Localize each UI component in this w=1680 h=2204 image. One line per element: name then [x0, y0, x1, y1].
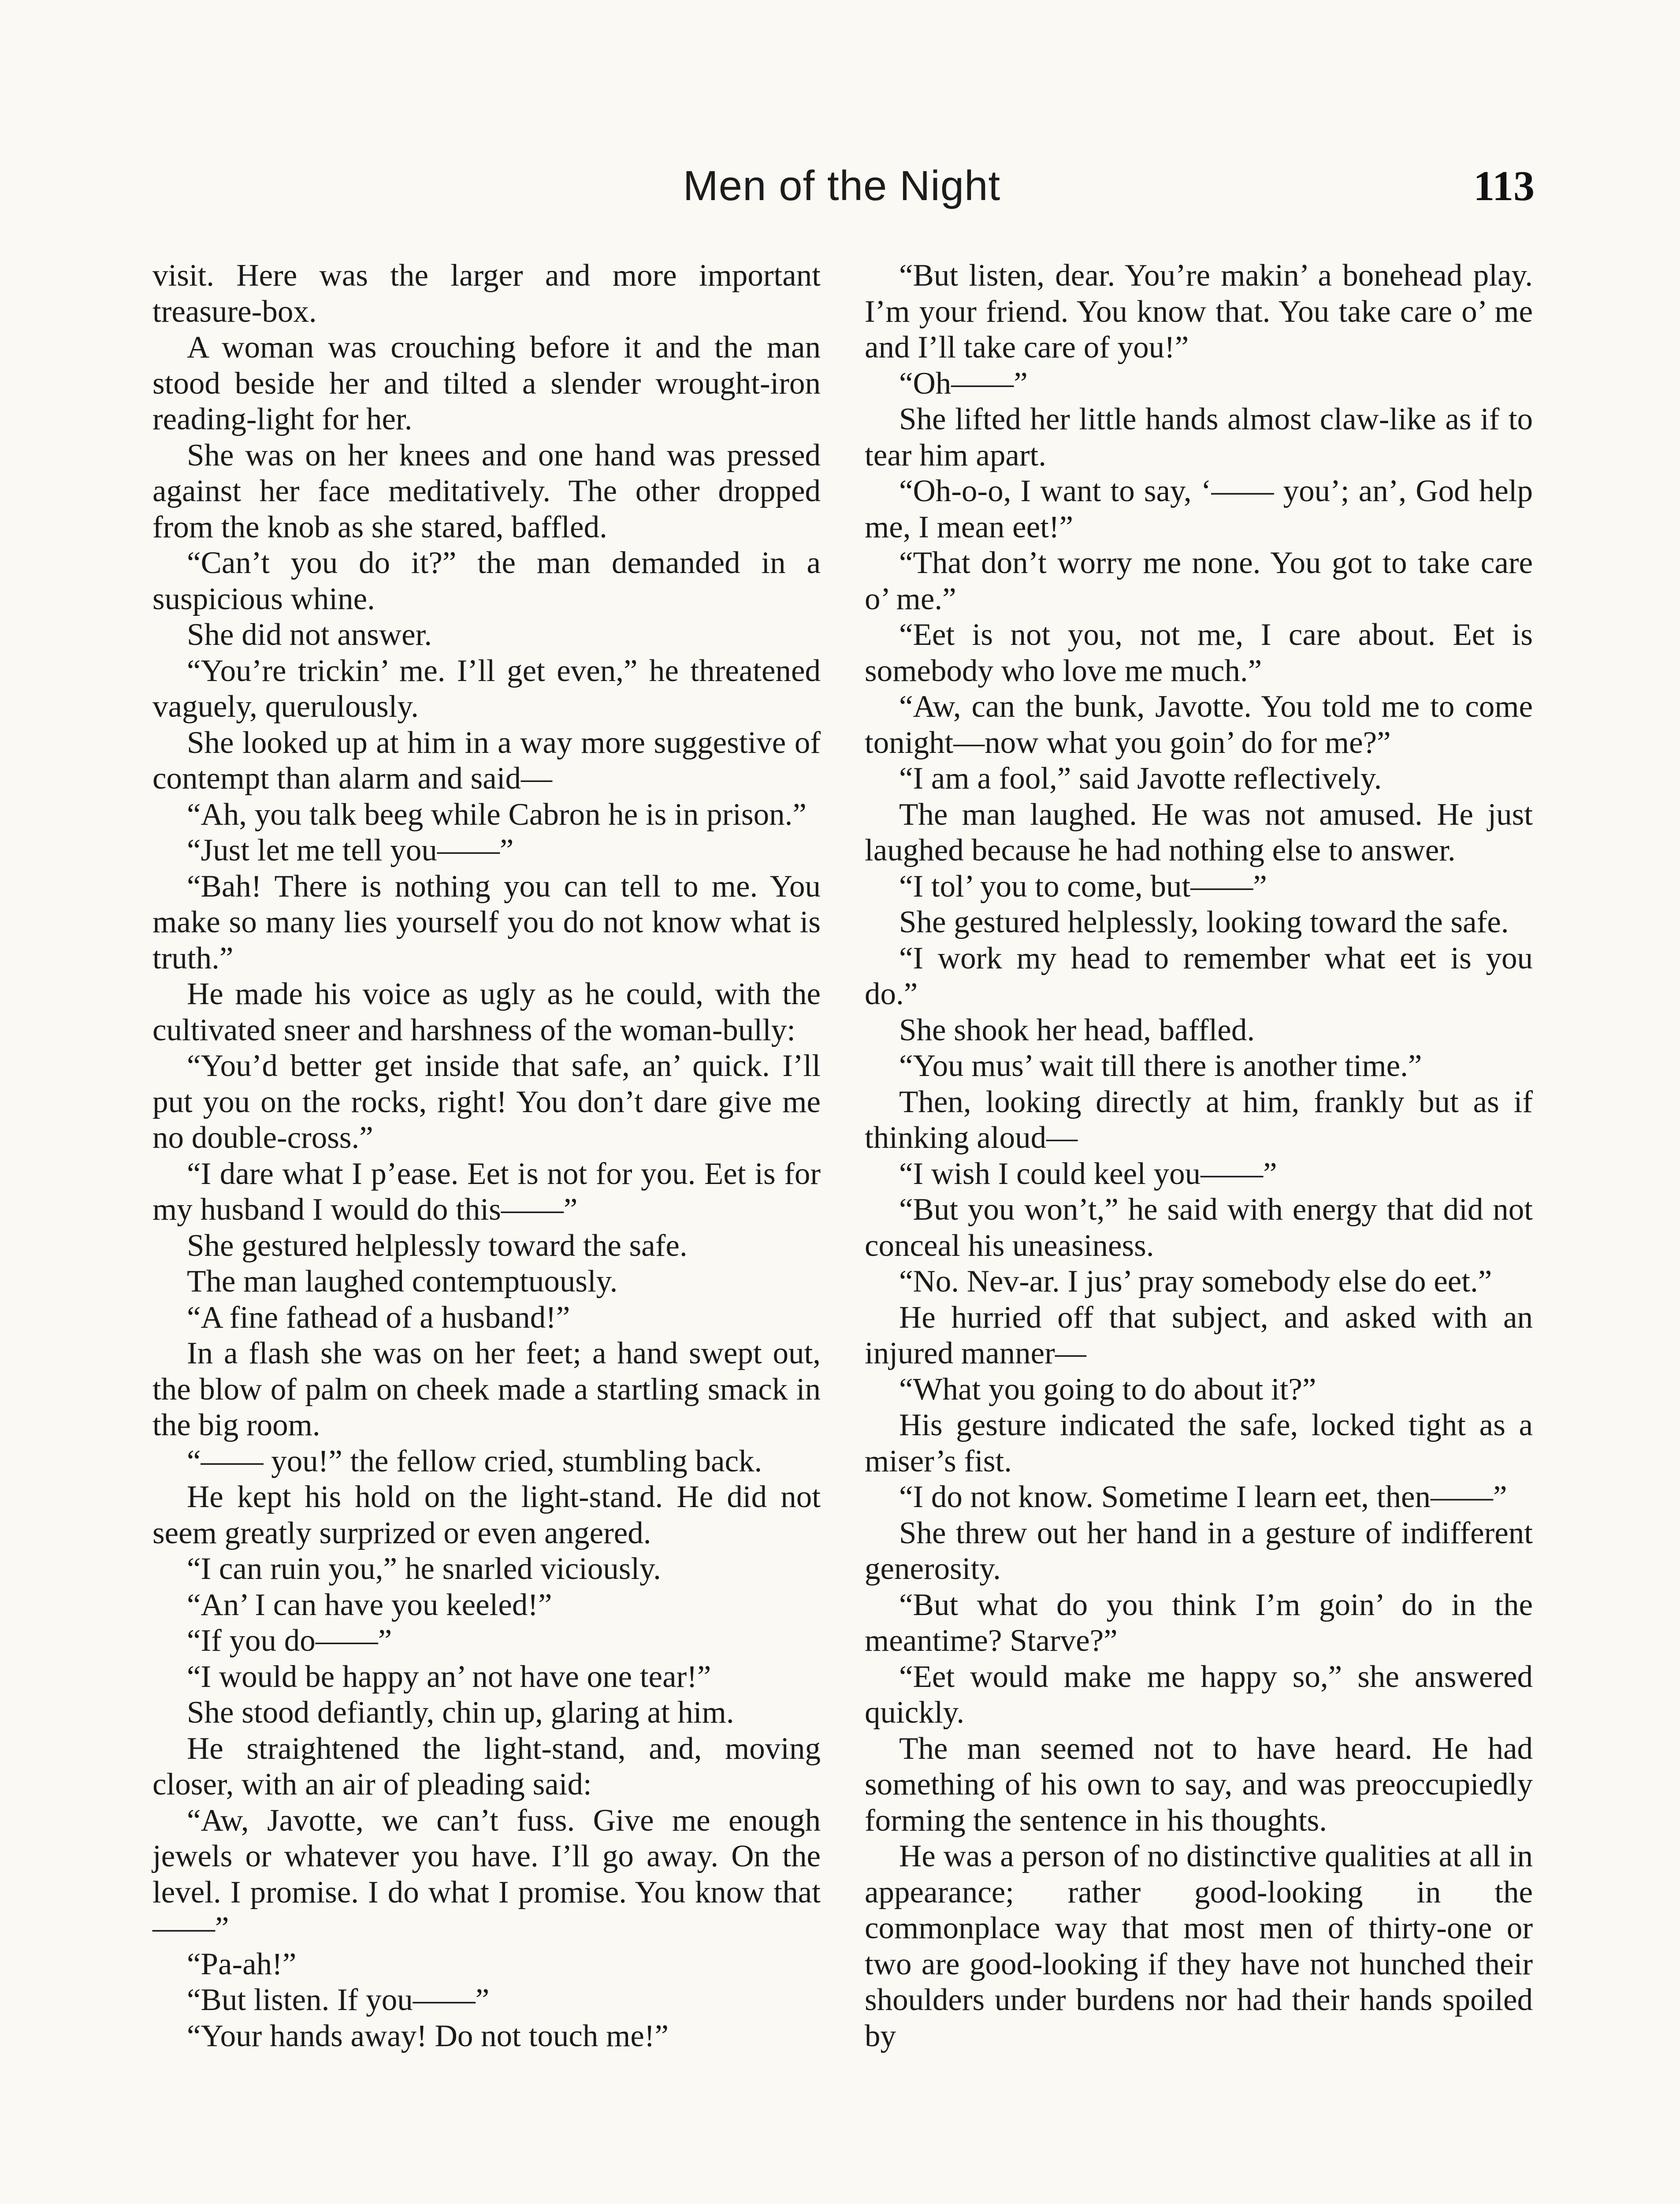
paragraph: “An’ I can have you keeled!” — [187, 1587, 552, 1622]
paragraph: She gestured helplessly toward the safe. — [187, 1228, 688, 1263]
paragraph: “Can’t you do it?” the man demanded in a suspicious whine. — [152, 546, 821, 616]
paragraph: “Oh-o-o, I want to say, ‘—— you’; an’, God help me, I mean eet!” — [865, 474, 1533, 544]
paragraph: His gesture indicated the safe, locked tight as a miser’s fist. — [865, 1408, 1533, 1478]
paragraph: “But you won’t,” he said with energy that did not conceal his uneasiness. — [865, 1192, 1533, 1263]
paragraph: “Pa-ah!” — [187, 1947, 297, 1981]
paragraph: He was a person of no distinctive qualities at all in appearance; rather good-looking in the commonplace way that most men of thirty-one or two are good-looking if they have not hunched their shoulders under burdens nor had their hands spoiled by — [865, 1839, 1533, 2053]
paragraph: She lifted her little hands almost claw-like as if to tear him apart. — [865, 402, 1533, 473]
paragraph: She threw out her hand in a gesture of indifferent generosity. — [865, 1515, 1533, 1586]
paragraph: “But listen, dear. You’re makin’ a bonehead play. I’m your friend. You know that. You take care o’ me and I’ll take care of you!” — [865, 258, 1533, 365]
page-number: 113 — [1473, 162, 1535, 209]
running-title: Men of the Night — [683, 162, 1001, 209]
paragraph: The man laughed contemptuously. — [187, 1264, 618, 1299]
paragraph: “But listen. If you——” — [187, 1983, 490, 2017]
paragraph: “I dare what I p’ease. Eet is not for you. Eet is for my husband I would do this——” — [152, 1156, 821, 1227]
paragraph: “You mus’ wait till there is another time.” — [899, 1049, 1422, 1083]
paragraph: “Eet would make me happy so,” she answered quickly. — [865, 1659, 1533, 1730]
paragraph: “No. Nev-ar. I jus’ pray somebody else do eet.” — [899, 1264, 1492, 1299]
paragraph: “You’d better get inside that safe, an’ quick. I’ll put you on the rocks, right! You don’t dare give me no double-cross.” — [152, 1049, 821, 1155]
paragraph: She stood defiantly, chin up, glaring at him. — [187, 1695, 734, 1730]
paragraph: He hurried off that subject, and asked with an injured manner— — [865, 1300, 1533, 1370]
left-column — [152, 258, 821, 2054]
paragraph: The man laughed. He was not amused. He just laughed because he had nothing else to answer. — [865, 797, 1533, 867]
paragraph: “What you going to do about it?” — [899, 1372, 1316, 1407]
paragraph: “That don’t worry me none. You got to take care o’ me.” — [865, 546, 1533, 616]
right-column — [865, 258, 1533, 2054]
paragraph: “Oh——” — [899, 366, 1028, 401]
paragraph: “Bah! There is nothing you can tell to me. You make so many lies yourself you do not know what is truth.” — [152, 869, 821, 975]
paragraph: She did not answer. — [187, 618, 432, 652]
paragraph: “I can ruin you,” he snarled viciously. — [187, 1552, 661, 1586]
paragraph: “You’re trickin’ me. I’ll get even,” he threatened vaguely, querulously. — [152, 653, 821, 724]
paragraph: “Aw, Javotte, we can’t fuss. Give me enough jewels or whatever you have. I’ll go away. On the level. I promise. I do what I promise. You know that——” — [152, 1803, 821, 1945]
paragraph: “A fine fathead of a husband!” — [187, 1300, 570, 1335]
paragraph: “If you do——” — [187, 1623, 392, 1658]
paragraph: “I tol’ you to come, but——” — [899, 869, 1267, 904]
paragraph: She shook her head, baffled. — [899, 1013, 1255, 1047]
paragraph: “Eet is not you, not me, I care about. Eet is somebody who love me much.” — [865, 618, 1533, 688]
paragraph: A woman was crouching before it and the man stood beside her and tilted a slender wrought-iron reading-light for her. — [152, 330, 821, 436]
paragraph: She was on her knees and one hand was pressed against her face meditatively. The other dropped from the knob as she stared, baffled. — [152, 438, 821, 544]
paragraph: She gestured helplessly, looking toward the safe. — [899, 905, 1509, 939]
paragraph: He made his voice as ugly as he could, with the cultivated sneer and harshness of the woman-bully: — [152, 977, 821, 1047]
paragraph: She looked up at him in a way more suggestive of contempt than alarm and said— — [152, 725, 821, 796]
paragraph: “I am a fool,” said Javotte reflectively. — [899, 761, 1382, 796]
paragraph: “I work my head to remember what eet is you do.” — [865, 941, 1533, 1011]
paragraph: “Just let me tell you——” — [187, 833, 514, 867]
paragraph: In a flash she was on her feet; a hand swept out, the blow of palm on cheek made a startling smack in the big room. — [152, 1336, 821, 1442]
paragraph: “Ah, you talk beeg while Cabron he is in prison.” — [187, 797, 807, 832]
paragraph: He straightened the light-stand, and, moving closer, with an air of pleading said: — [152, 1731, 821, 1802]
paragraph: “But what do you think I’m goin’ do in the meantime? Starve?” — [865, 1587, 1533, 1658]
paragraph: visit. Here was the larger and more important treasure-box. — [152, 258, 821, 329]
paragraph: “Aw, can the bunk, Javotte. You told me to come tonight—now what you goin’ do for me?” — [865, 689, 1533, 760]
paragraph: He kept his hold on the light-stand. He did not seem greatly surprized or even angered. — [152, 1480, 821, 1550]
paragraph: “Your hands away! Do not touch me!” — [187, 2018, 669, 2053]
paragraph: “I would be happy an’ not have one tear!” — [187, 1659, 711, 1694]
paragraph: “I do not know. Sometime I learn eet, then——” — [899, 1480, 1507, 1514]
paragraph: “—— you!” the fellow cried, stumbling back. — [187, 1444, 762, 1478]
paragraph: “I wish I could keel you——” — [899, 1156, 1277, 1191]
paragraph: Then, looking directly at him, frankly but as if thinking aloud— — [865, 1084, 1533, 1155]
paragraph: The man seemed not to have heard. He had something of his own to say, and was preoccupiedly forming the sentence in his thoughts. — [865, 1731, 1533, 1838]
